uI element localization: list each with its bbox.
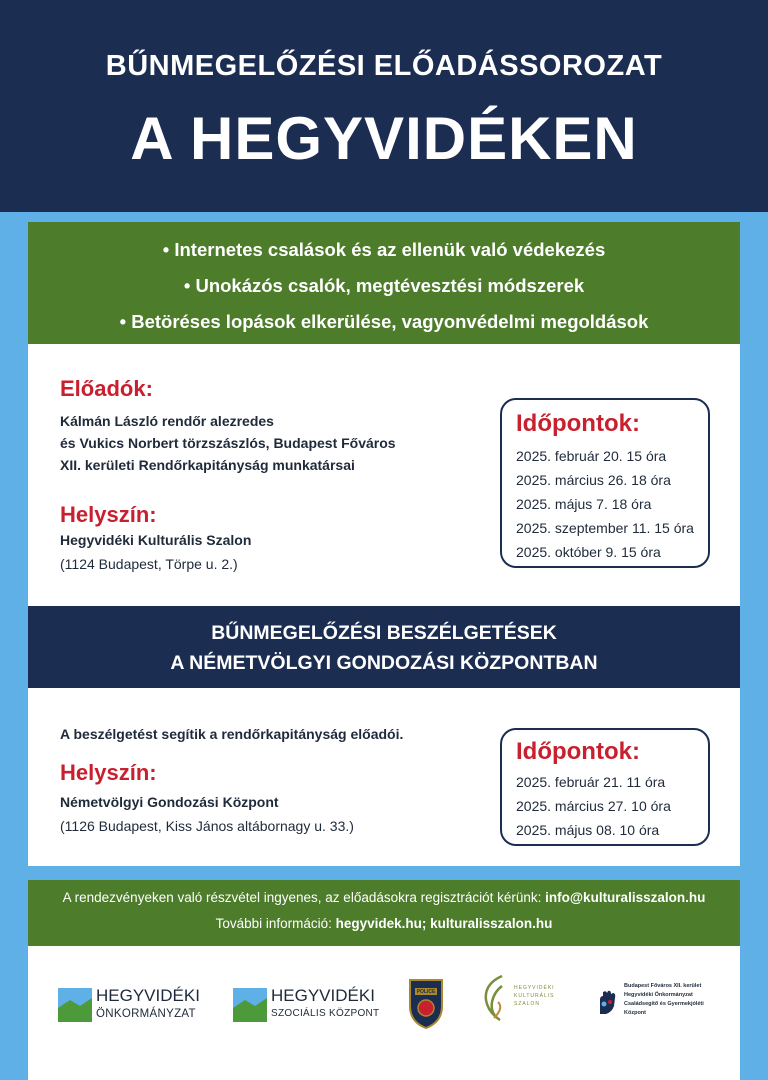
topics-list [28,222,740,340]
szalon-logo-line: KULTURÁLIS [514,993,555,999]
registration-email[interactable]: info@kulturalisszalon.hu [545,890,706,905]
talks-intro: A beszélgetést segítik a rendőrkapitányság előadói. [60,726,404,742]
talks-title-line: BŰNMEGELŐZÉSI BESZÉLGETÉSEK [211,622,557,644]
presenters-line: XII. kerületi Rendőrkapitányság munkatársai [60,457,355,473]
csaladsegito-kozpont-logo [594,980,734,1026]
date-item: 2025. március 26. 18 óra [516,472,671,488]
talks-venue-heading: Helyszín: [60,760,157,785]
date-item: 2025. március 27. 10 óra [516,798,671,814]
family-center-line: Központ [624,1010,646,1016]
topic-item: • Betöréses lopások elkerülése, vagyonvédelmi megoldások [28,304,740,340]
szalon-logo-line: SZALON [514,1001,541,1007]
date-item: 2025. február 21. 11 óra [516,774,666,790]
presenters-line: és Vukics Norbert törzszászlós, Budapest Főváros [60,435,396,451]
leaf-icon [480,972,510,1026]
info-banner [28,880,740,946]
logo1-subtitle: ÖNKORMÁNYZAT [96,1008,196,1020]
talks-venue-name: Németvölgyi Gondozási Központ [60,794,279,810]
police-badge-icon [406,976,446,1030]
family-center-text [624,982,704,1018]
talks-dates-heading: Időpontok: [516,738,640,765]
venue-address: (1124 Budapest, Törpe u. 2.) [60,556,238,572]
page-title: A HEGYVIDÉKEN [130,105,638,172]
police-badge-logo [406,976,446,1030]
date-item: 2025. október 9. 15 óra [516,544,661,560]
dates-box [500,398,710,568]
cyan-band [0,212,768,222]
hand-icon [594,988,620,1016]
logo2-title: HEGYVIDÉKI [271,986,375,1005]
lecture-section [28,344,740,606]
kulturalis-szalon-logo [480,972,570,1032]
mountain-icon [233,988,267,1022]
dates-heading: Időpontok: [516,410,640,437]
more-info-text: További információ: [215,916,336,931]
hegyvideki-szocialis-kozpont-logo [233,986,408,1026]
date-item: 2025. május 7. 18 óra [516,496,652,512]
topic-item: • Unokázós csalók, megtévesztési módszerek [28,268,740,304]
mountain-icon [58,988,92,1022]
presenters-line: Kálmán László rendőr alezredes [60,413,274,429]
header-subtitle: BŰNMEGELŐZÉSI ELŐADÁSSOROZAT [105,50,663,82]
logos-footer [28,946,740,1080]
venue-name: Hegyvidéki Kulturális Szalon [60,532,252,548]
cyan-band [0,866,768,880]
more-info-links[interactable]: hegyvidek.hu; kulturalisszalon.hu [335,916,553,931]
talks-venue-address: (1126 Budapest, Kiss János altábornagy u. 33.) [60,818,354,834]
more-info-line [28,916,740,931]
presenters-heading: Előadók: [60,376,153,401]
szalon-logo-text [514,984,555,1008]
family-center-line: Családsegítő és Gyermekjóléti [624,1001,704,1007]
talks-banner [28,606,740,688]
family-center-line: Hegyvidéki Önkormányzat [624,992,693,998]
page-header [0,0,768,212]
venue-heading: Helyszín: [60,502,157,527]
logo1-title: HEGYVIDÉKI [96,986,200,1005]
family-center-line: Budapest Főváros XII. kerület [624,983,702,989]
szalon-logo-line: HEGYVIDÉKI [514,985,555,991]
registration-text: A rendezvényeken való részvétel ingyenes, az előadásokra regisztrációt kérünk: [62,890,546,905]
talks-title-line: A NÉMETVÖLGYI GONDOZÁSI KÖZPONTBAN [170,652,598,674]
dates-list [516,444,694,564]
date-item: 2025. február 20. 15 óra [516,448,667,464]
date-item: 2025. május 08. 10 óra [516,822,660,838]
hegyvideki-onkormanyzat-logo [58,986,228,1026]
date-item: 2025. szeptember 11. 15 óra [516,520,694,536]
topic-item: • Internetes csalások és az ellenük való védekezés [28,232,740,268]
talks-section [28,688,740,866]
talks-dates-list [516,770,671,842]
talks-dates-box [500,728,710,846]
presenters-text [60,410,396,476]
logo2-subtitle: SZOCIÁLIS KÖZPONT [271,1008,380,1019]
police-badge-label: POLICE [416,989,436,995]
topics-banner [28,222,740,344]
registration-line [28,890,740,905]
